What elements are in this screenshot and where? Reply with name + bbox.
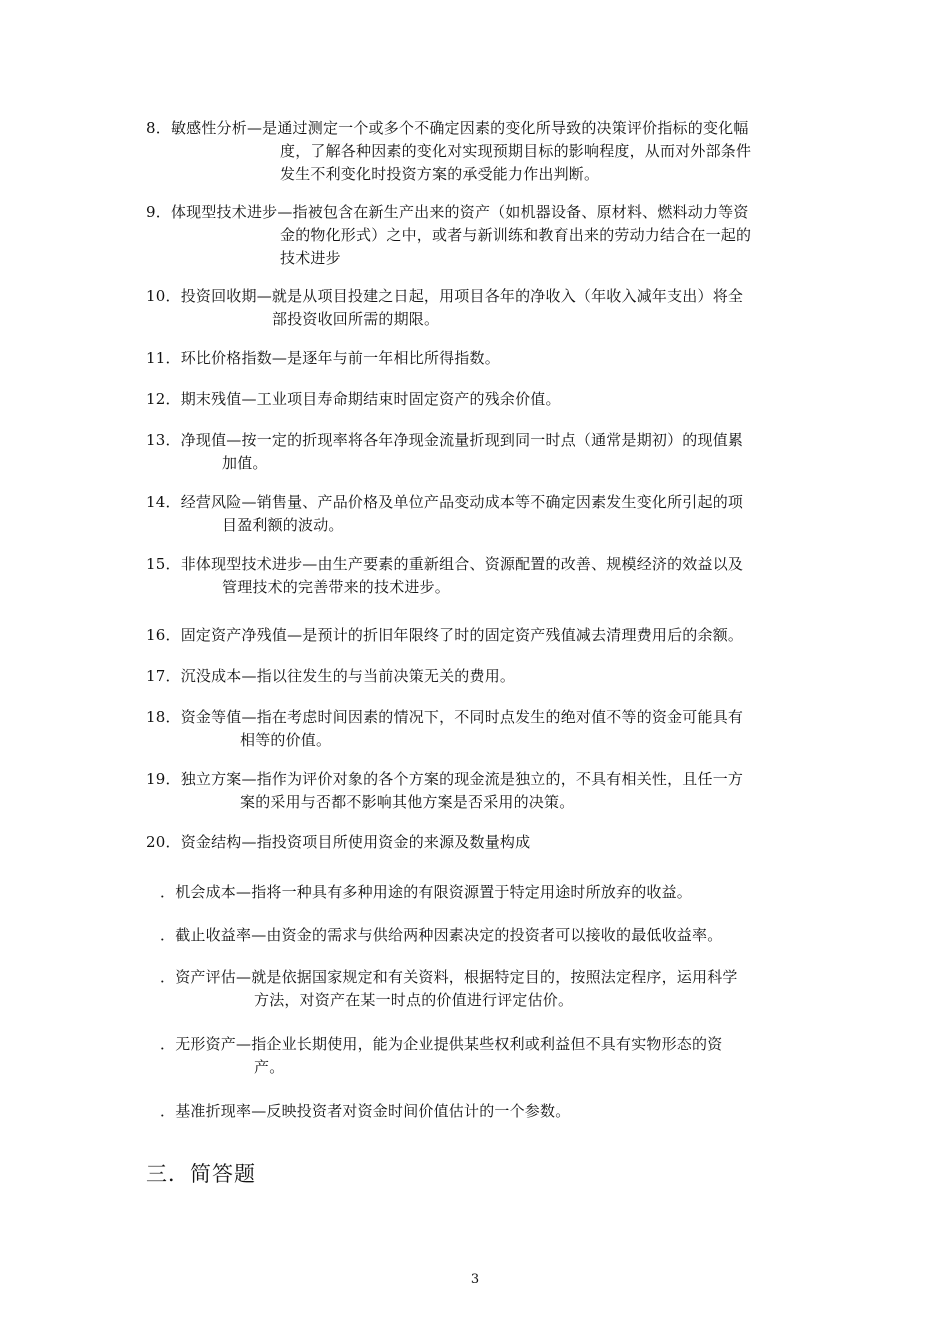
entry-continuation: 金的物化形式）之中，或者与新训练和教育出来的劳动力结合在一起的 [280, 226, 752, 244]
entry-number: 15． [146, 555, 181, 573]
definition-entry [146, 285, 814, 331]
definition-entry [160, 966, 828, 1012]
entry-number: ． [160, 1035, 176, 1053]
entry-text: 资金结构—指投资项目所使用资金的来源及数量构成 [180, 833, 531, 851]
entry-text: 经营风险—销售量、产品价格及单位产品变动成本等不确定因素发生变化所引起的项 [180, 493, 744, 511]
entry-number: ． [160, 968, 176, 986]
entry-text: 资金等值—指在考虑时间因素的情况下，不同时点发生的绝对值不等的资金可能具有 [180, 708, 744, 726]
entry-number: 12． [146, 390, 181, 408]
entry-continuation: 技术进步 [280, 249, 341, 267]
entry-text: 净现值—按一定的折现率将各年净现金流量折现到同一时点（通常是期初）的现值累 [180, 431, 744, 449]
entry-continuation: 相等的价值。 [240, 731, 332, 749]
entry-number: 20． [146, 833, 181, 851]
entry-continuation: 产。 [254, 1058, 285, 1076]
definition-entry [146, 665, 814, 688]
entry-number: ． [160, 926, 176, 944]
entry-number: 8． [146, 119, 171, 137]
entry-text: 期末残值—工业项目寿命期结束时固定资产的残余价值。 [180, 390, 561, 408]
entry-continuation: 方法，对资产在某一时点的价值进行评定估价。 [254, 991, 574, 1009]
definition-entry [146, 429, 814, 475]
entry-text: 体现型技术进步—指被包含在新生产出来的资产（如机器设备、原材料、燃料动力等资 [170, 203, 749, 221]
definition-entry [160, 1033, 828, 1079]
entry-number: 18． [146, 708, 181, 726]
definition-entry [146, 117, 814, 186]
entry-continuation: 案的采用与否都不影响其他方案是否采用的决策。 [240, 793, 575, 811]
entry-number: 13． [146, 431, 181, 449]
entry-text: 资产评估—就是依据国家规定和有关资料，根据特定目的，按照法定程序，运用科学 [175, 968, 738, 986]
definition-entry [160, 881, 828, 904]
entry-text: 基准折现率—反映投资者对资金时间价值估计的一个参数。 [175, 1102, 571, 1120]
entry-continuation: 加值。 [222, 454, 268, 472]
definition-entry [146, 388, 814, 411]
entry-number: ． [160, 883, 176, 901]
definition-entry [146, 706, 814, 752]
entry-text: 沉没成本—指以往发生的与当前决策无关的费用。 [180, 667, 516, 685]
definition-entry [146, 831, 814, 854]
entry-text: 截止收益率—由资金的需求与供给两种因素决定的投资者可以接收的最低收益率。 [175, 926, 723, 944]
definition-entry [146, 553, 814, 599]
entry-text: 无形资产—指企业长期使用，能为企业提供某些权利或利益但不具有实物形态的资 [175, 1035, 723, 1053]
entry-continuation: 部投资收回所需的期限。 [272, 310, 440, 328]
entry-continuation: 度，了解各种因素的变化对实现预期目标的影响程度，从而对外部条件 [280, 142, 752, 160]
entry-number: 19． [146, 770, 181, 788]
entry-number: 9． [146, 203, 171, 221]
definition-entry [160, 1100, 828, 1123]
entry-text: 敏感性分析—是通过测定一个或多个不确定因素的变化所导致的决策评价指标的变化幅 [170, 119, 749, 137]
entry-text: 独立方案—指作为评价对象的各个方案的现金流是独立的，不具有相关性，且任一方 [180, 770, 744, 788]
entry-number: 16． [146, 626, 181, 644]
entry-number: 17． [146, 667, 181, 685]
entry-number: 14． [146, 493, 181, 511]
entry-text: 投资回收期—就是从项目投建之日起，用项目各年的净收入（年收入减年支出）将全 [180, 287, 744, 305]
entry-number: 11． [146, 349, 181, 367]
entry-number: ． [160, 1102, 176, 1120]
entry-continuation: 管理技术的完善带来的技术进步。 [222, 578, 451, 596]
definition-entry [160, 924, 828, 947]
definition-entry [146, 201, 814, 270]
entry-number: 10． [146, 287, 181, 305]
definition-entry [146, 347, 814, 370]
definition-entry [146, 768, 814, 814]
entry-text: 非体现型技术进步—由生产要素的重新组合、资源配置的改善、规模经济的效益以及 [180, 555, 744, 573]
definition-entry [146, 491, 814, 537]
page-number: 3 [470, 1272, 480, 1287]
entry-text: 机会成本—指将一种具有多种用途的有限资源置于特定用途时所放弃的收益。 [175, 883, 693, 901]
entry-continuation: 发生不利变化时投资方案的承受能力作出判断。 [280, 165, 600, 183]
entry-text: 环比价格指数—是逐年与前一年相比所得指数。 [180, 349, 500, 367]
entry-continuation: 目盈利额的波动。 [222, 516, 344, 534]
section-heading: 三．简答题 [146, 1162, 256, 1186]
entry-text: 固定资产净残值—是预计的折旧年限终了时的固定资产残值减去清理费用后的余额。 [180, 626, 744, 644]
definition-entry [146, 624, 814, 647]
